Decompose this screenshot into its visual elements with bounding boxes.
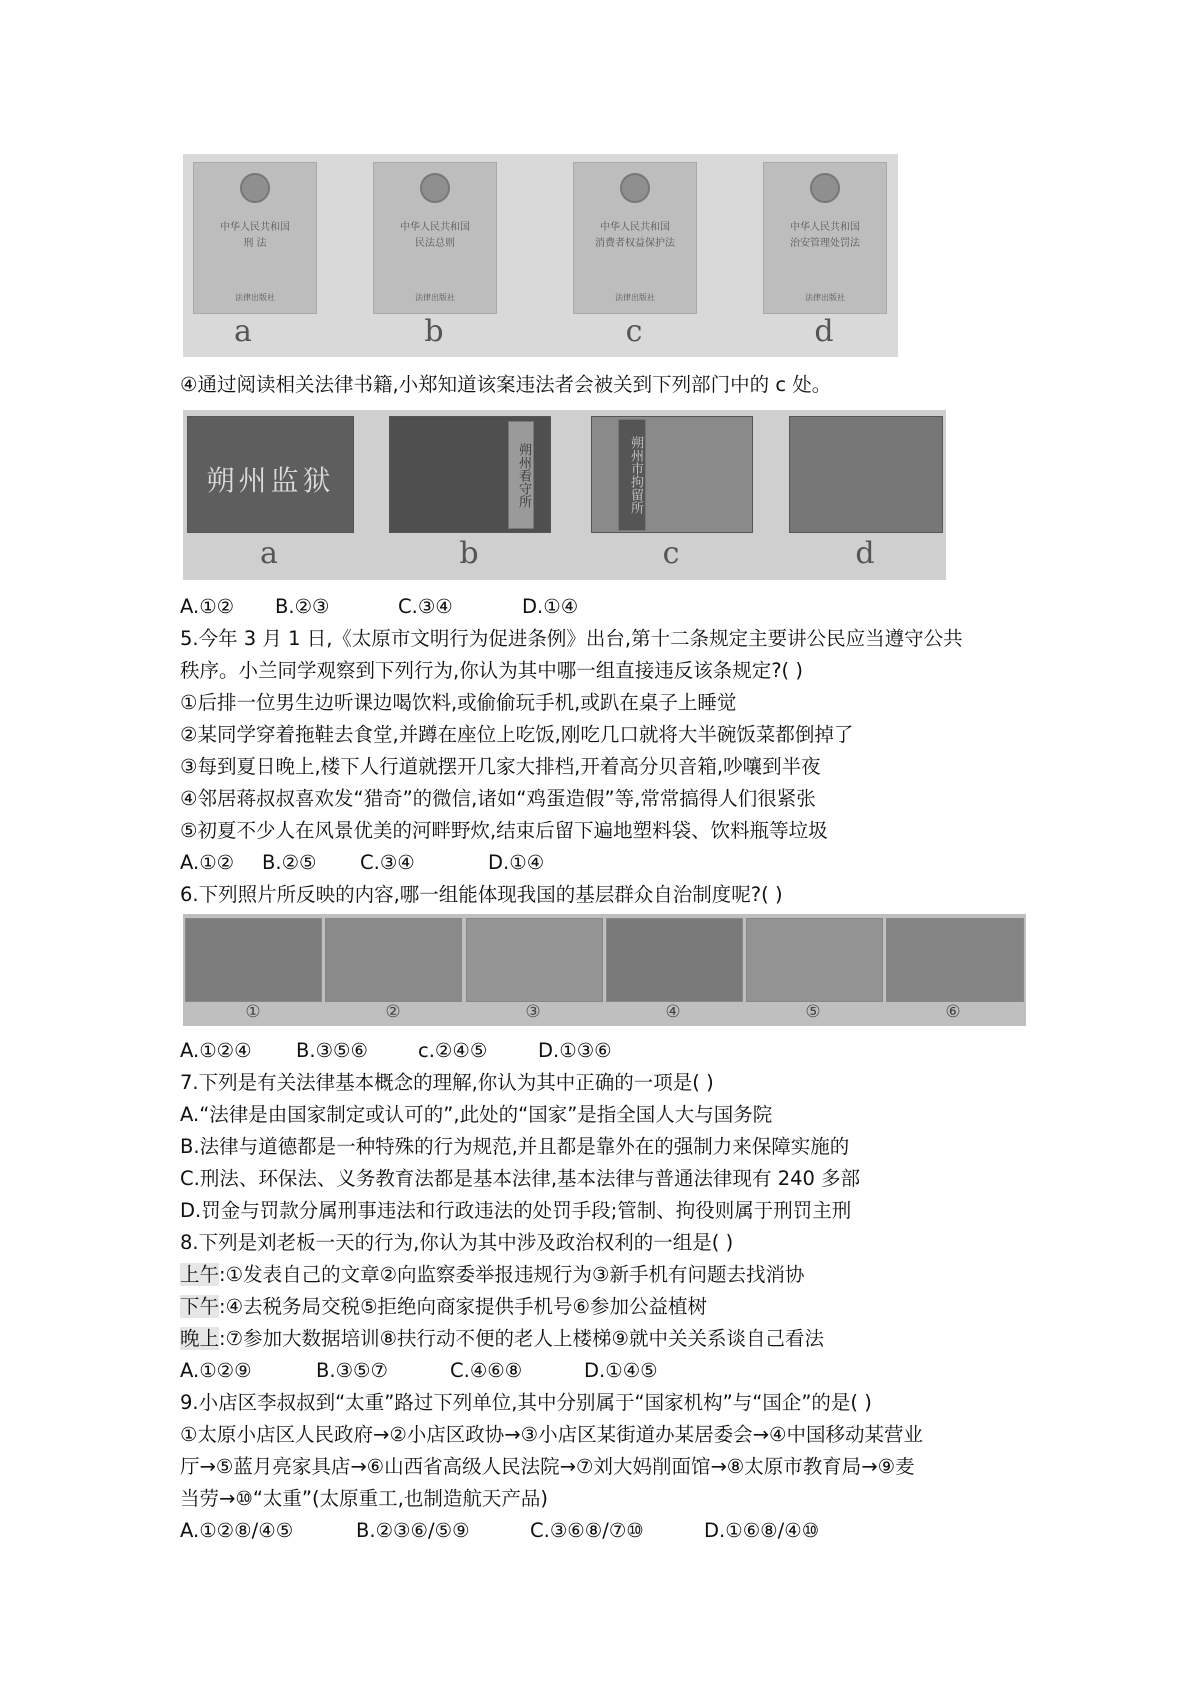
q8-row-afternoon xyxy=(180,1292,707,1322)
facility-c-photo xyxy=(591,416,753,533)
q5-item-1: ①后排一位男生边听课边喝饮料,或偷偷玩手机,或趴在桌子上睡觉 xyxy=(180,691,737,714)
q7-option-a: A.“法律是由国家制定或认可的”,此处的“国家”是指全国人大与国务院 xyxy=(180,1103,773,1126)
book-title-line2: 刑 法 xyxy=(243,238,267,249)
q8-row-text: :⑦参加大数据培训⑧扶行动不便的老人上楼梯⑨就中关关系谈自己看法 xyxy=(219,1327,825,1350)
q5-stem-line2: 秩序。小兰同学观察到下列行为,你认为其中哪一组直接违反该条规定?( ) xyxy=(180,659,803,682)
book-publisher: 法律出版社 xyxy=(805,293,845,302)
book-b xyxy=(373,162,497,314)
q7-option-c: C.刑法、环保法、义务教育法都是基本法律,基本法律与普通法律现有 240 多部 xyxy=(180,1167,861,1190)
photo-label-5: ⑤ xyxy=(805,1002,821,1022)
time-label-morning: 上午 xyxy=(180,1263,220,1286)
q6-option-c: c.②④⑤ xyxy=(418,1039,488,1062)
book-d xyxy=(763,162,887,314)
photo-label-6: ⑥ xyxy=(945,1002,961,1022)
national-emblem-icon xyxy=(240,173,270,203)
q8-option-c: C.④⑥⑧ xyxy=(450,1359,523,1382)
meeting-photo-5 xyxy=(746,918,883,1002)
law-books-photo xyxy=(183,154,898,357)
national-emblem-icon xyxy=(420,173,450,203)
photo-label-3: ③ xyxy=(525,1002,541,1022)
q8-row-text: :①发表自己的文章②向监察委举报违规行为③新手机有问题去找消协 xyxy=(219,1263,805,1286)
q7-option-d: D.罚金与罚款分属刑事违法和行政违法的处罚手段;管制、拘役则属于刑罚主刑 xyxy=(180,1199,852,1222)
time-label-evening: 晚上 xyxy=(180,1327,220,1350)
q8-stem: 8.下列是刘老板一天的行为,你认为其中涉及政治权利的一组是( ) xyxy=(180,1231,734,1254)
book-publisher: 法律出版社 xyxy=(615,293,655,302)
book-title-line1: 中华人民共和国 xyxy=(220,222,290,233)
meeting-photo-1 xyxy=(185,918,322,1002)
q8-row-text: :④去税务局交税⑤拒绝向商家提供手机号⑥参加公益植树 xyxy=(219,1295,708,1318)
q7-stem: 7.下列是有关法律基本概念的理解,你认为其中正确的一项是( ) xyxy=(180,1071,714,1094)
meeting-photo-6 xyxy=(886,918,1024,1002)
book-letter-b: b xyxy=(424,314,444,349)
meeting-photo-4 xyxy=(606,918,743,1002)
facility-a-photo xyxy=(187,416,354,533)
national-emblem-icon xyxy=(810,173,840,203)
q9-line3: 当劳→⑩“太重”(太原重工,也制造航天产品) xyxy=(180,1487,548,1510)
book-a xyxy=(193,162,317,314)
q7-option-b: B.法律与道德都是一种特殊的行为规范,并且都是靠外在的强制力来保障实施的 xyxy=(180,1135,850,1158)
q5-stem-line1: 5.今年 3 月 1 日,《太原市文明行为促进条例》出台,第十二条规定主要讲公民应当遵守公共 xyxy=(180,627,963,650)
book-title-line2: 治安管理处罚法 xyxy=(790,238,860,249)
book-letter-a: a xyxy=(234,314,252,349)
book-letter-d: d xyxy=(814,314,834,349)
q9-option-d: D.①⑥⑧/④⑩ xyxy=(704,1519,820,1542)
facility-letter-a: a xyxy=(260,536,278,571)
book-title-line1: 中华人民共和国 xyxy=(400,222,470,233)
book-title-line2: 消费者权益保护法 xyxy=(595,238,675,249)
book-title-line1: 中华人民共和国 xyxy=(790,222,860,233)
q9-stem: 9.小店区李叔叔到“太重”路过下列单位,其中分别属于“国家机构”与“国企”的是( ) xyxy=(180,1391,872,1414)
q4-option-c: C.③④ xyxy=(398,595,453,618)
facility-letter-b: b xyxy=(459,536,479,571)
photo-label-1: ① xyxy=(245,1002,261,1022)
photo-label-2: ② xyxy=(385,1002,401,1022)
q9-option-a: A.①②⑧/④⑤ xyxy=(180,1519,294,1542)
q9-option-c: C.③⑥⑧/⑦⑩ xyxy=(530,1519,644,1542)
q5-item-2: ②某同学穿着拖鞋去食堂,并蹲在座位上吃饭,刚吃几口就将大半碗饭菜都倒掉了 xyxy=(180,723,854,746)
q5-item-4: ④邻居蒋叔叔喜欢发“猎奇”的微信,诸如“鸡蛋造假”等,常常搞得人们很紧张 xyxy=(180,787,816,810)
q8-option-d: D.①④⑤ xyxy=(584,1359,658,1382)
q5-item-3: ③每到夏日晚上,楼下人行道就摆开几家大排档,开着高分贝音箱,吵嚷到半夜 xyxy=(180,755,821,778)
q4-option-b: B.②③ xyxy=(275,595,330,618)
q6-option-b: B.③⑤⑥ xyxy=(296,1039,369,1062)
q8-option-a: A.①②⑨ xyxy=(180,1359,252,1382)
q9-line1: ①太原小店区人民政府→②小店区政协→③小店区某街道办某居委会→④中国移动某营业 xyxy=(180,1423,923,1446)
q9-line2: 厅→⑤蓝月亮家具店→⑥山西省高级人民法院→⑦刘大妈削面馆→⑧太原市教育局→⑨麦 xyxy=(180,1455,915,1478)
book-publisher: 法律出版社 xyxy=(235,293,275,302)
meeting-photo-3 xyxy=(466,918,603,1002)
custody-sign: 朔州市拘留所 xyxy=(618,419,646,531)
q4-option-d: D.①④ xyxy=(522,595,579,618)
book-title-line1: 中华人民共和国 xyxy=(600,222,670,233)
q5-option-c: C.③④ xyxy=(360,851,415,874)
q6-option-d: D.①③⑥ xyxy=(538,1039,612,1062)
q5-option-a: A.①② xyxy=(180,851,235,874)
meetings-photo-strip xyxy=(183,914,1026,1026)
book-c xyxy=(573,162,697,314)
q8-option-b: B.③⑤⑦ xyxy=(316,1359,389,1382)
meeting-photo-2 xyxy=(325,918,462,1002)
q9-option-b: B.②③⑥/⑤⑨ xyxy=(356,1519,470,1542)
facility-letter-c: c xyxy=(662,536,680,571)
facility-letter-d: d xyxy=(855,536,875,571)
facilities-photo xyxy=(183,410,946,580)
q5-option-b: B.②⑤ xyxy=(262,851,317,874)
book-title-line2: 民法总则 xyxy=(415,238,455,249)
q6-option-a: A.①②④ xyxy=(180,1039,252,1062)
photo-label-4: ④ xyxy=(665,1002,681,1022)
q4-item4: ④通过阅读相关法律书籍,小郑知道该案违法者会被关到下列部门中的 c 处。 xyxy=(180,373,832,396)
facility-d-photo xyxy=(789,416,943,533)
q5-option-d: D.①④ xyxy=(488,851,545,874)
q5-item-5: ⑤初夏不少人在风景优美的河畔野炊,结束后留下遍地塑料袋、饮料瓶等垃圾 xyxy=(180,819,828,842)
time-label-afternoon: 下午 xyxy=(180,1295,220,1318)
book-letter-c: c xyxy=(625,314,643,349)
book-publisher: 法律出版社 xyxy=(415,293,455,302)
detention-center-sign: 朔州看守所 xyxy=(508,421,534,529)
q6-stem: 6.下列照片所反映的内容,哪一组能体现我国的基层群众自治制度呢?( ) xyxy=(180,883,783,906)
q4-option-a: A.①② xyxy=(180,595,235,618)
q8-row-morning xyxy=(180,1260,805,1290)
prison-sign-text: 朔州监狱 xyxy=(206,464,335,497)
national-emblem-icon xyxy=(620,173,650,203)
facility-b-photo xyxy=(389,416,551,533)
q8-row-evening xyxy=(180,1324,824,1354)
